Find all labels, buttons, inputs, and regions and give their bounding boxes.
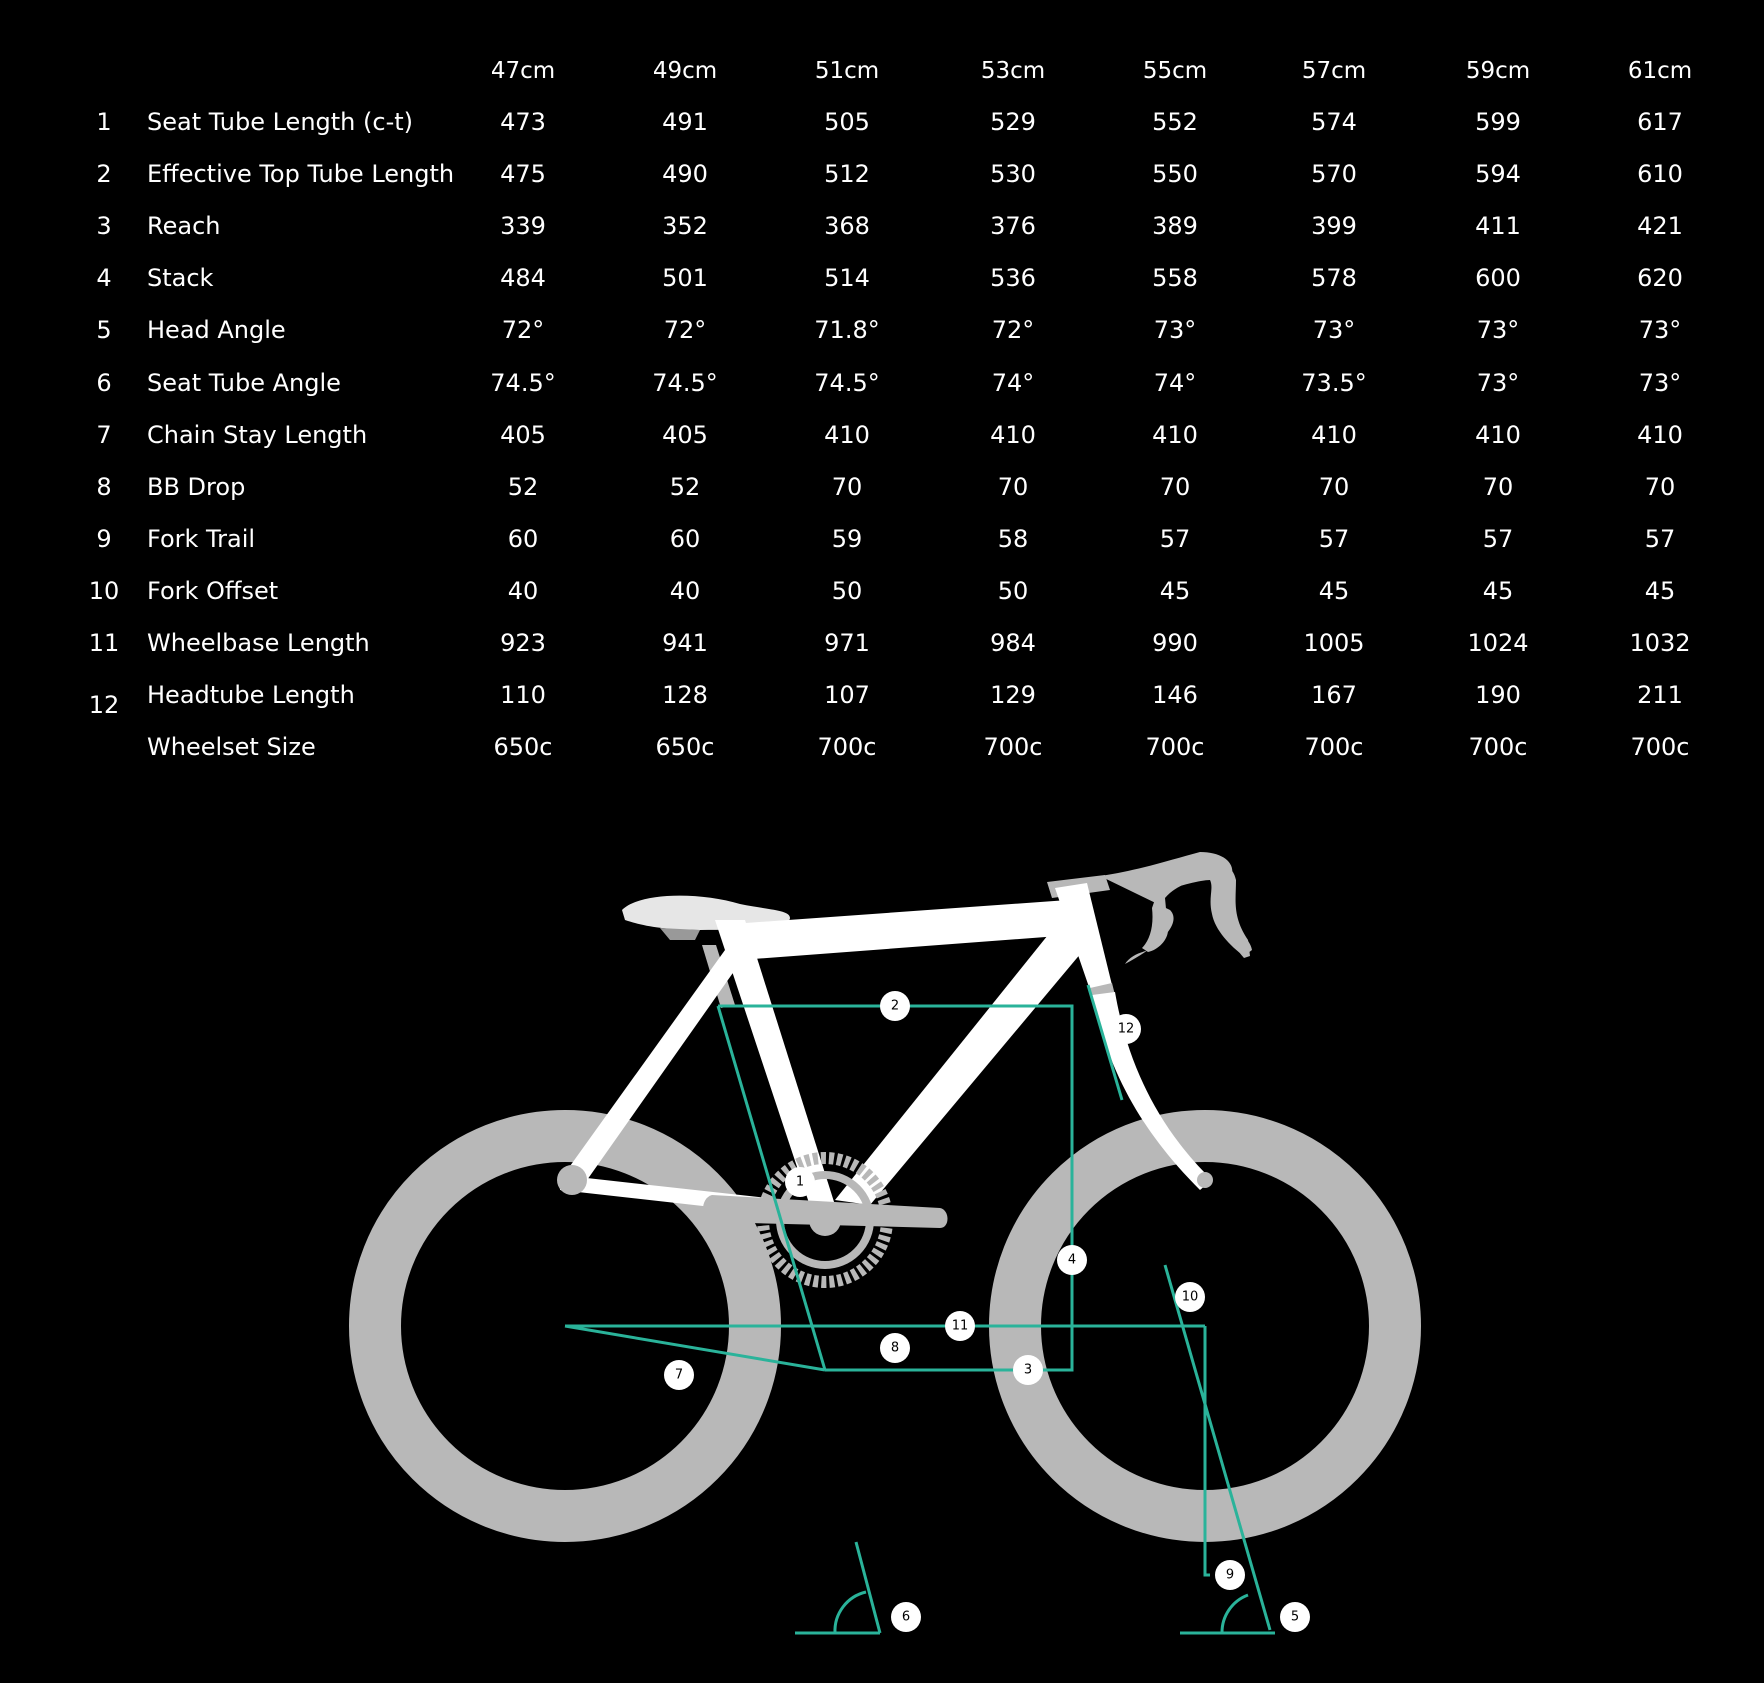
svg-text:5: 5 xyxy=(1290,1609,1300,1625)
row-number: 8 xyxy=(96,473,112,501)
table-cell: 971 xyxy=(824,629,870,657)
svg-text:4: 4 xyxy=(1067,1252,1077,1268)
table-cell: 45 xyxy=(1644,577,1676,605)
table-cell: 107 xyxy=(824,681,870,709)
table-cell: 501 xyxy=(662,264,708,292)
table-cell: 411 xyxy=(1475,212,1521,240)
table-cell: 923 xyxy=(500,629,546,657)
table-cell: 57 xyxy=(1318,525,1350,553)
size-header-51: 51cm xyxy=(814,58,880,84)
row-label: Reach xyxy=(147,212,221,240)
table-cell: 650c xyxy=(493,733,553,761)
table-cell: 40 xyxy=(507,577,539,605)
size-header-47: 47cm xyxy=(490,58,556,84)
table-cell: 70 xyxy=(831,473,863,501)
table-cell: 405 xyxy=(662,421,708,449)
row-label: Wheelset Size xyxy=(147,733,316,761)
table-cell: 505 xyxy=(824,108,870,136)
table-cell: 700c xyxy=(1468,733,1528,761)
table-cell: 50 xyxy=(997,577,1029,605)
row-number: 2 xyxy=(96,160,112,188)
row-label: Effective Top Tube Length xyxy=(147,160,455,188)
table-cell: 600 xyxy=(1475,264,1521,292)
bike-geometry-diagram xyxy=(0,780,1764,1679)
table-cell: 376 xyxy=(990,212,1036,240)
row-label: Seat Tube Angle xyxy=(147,369,341,397)
svg-text:2: 2 xyxy=(890,998,900,1014)
row-number: 12 xyxy=(88,691,120,719)
badge-8 xyxy=(880,1333,910,1363)
table-cell: 70 xyxy=(997,473,1029,501)
table-cell: 405 xyxy=(500,421,546,449)
row-number: 6 xyxy=(96,369,112,397)
size-header-49: 49cm xyxy=(652,58,718,84)
row-number: 9 xyxy=(96,525,112,553)
table-cell: 73° xyxy=(1312,316,1356,344)
table-cell: 50 xyxy=(831,577,863,605)
table-cell: 40 xyxy=(669,577,701,605)
badge-6 xyxy=(891,1602,921,1632)
table-cell: 70 xyxy=(1482,473,1514,501)
table-cell: 490 xyxy=(662,160,708,188)
table-cell: 74.5° xyxy=(814,369,880,397)
table-cell: 190 xyxy=(1475,681,1521,709)
table-cell: 59 xyxy=(831,525,863,553)
table-cell: 74.5° xyxy=(652,369,718,397)
table-cell: 984 xyxy=(990,629,1036,657)
table-cell: 700c xyxy=(817,733,877,761)
table-cell: 74.5° xyxy=(490,369,556,397)
table-cell: 52 xyxy=(507,473,539,501)
badge-4 xyxy=(1057,1245,1087,1275)
table-cell: 617 xyxy=(1637,108,1683,136)
row-label: Fork Trail xyxy=(147,525,256,553)
table-cell: 1032 xyxy=(1629,629,1691,657)
table-cell: 72° xyxy=(663,316,707,344)
table-cell: 473 xyxy=(500,108,546,136)
table-cell: 73° xyxy=(1476,316,1520,344)
table-cell: 73.5° xyxy=(1301,369,1367,397)
svg-text:1: 1 xyxy=(795,1174,805,1190)
row-label: Wheelbase Length xyxy=(147,629,370,657)
table-cell: 610 xyxy=(1637,160,1683,188)
geometry-table xyxy=(0,0,1764,780)
table-cell: 389 xyxy=(1152,212,1198,240)
svg-text:9: 9 xyxy=(1225,1567,1235,1583)
row-label: Headtube Length xyxy=(147,681,355,709)
table-cell: 700c xyxy=(1630,733,1690,761)
table-cell: 941 xyxy=(662,629,708,657)
saddle-rail xyxy=(660,928,700,940)
top-tube xyxy=(718,900,1072,960)
table-cell: 491 xyxy=(662,108,708,136)
table-cell: 74° xyxy=(991,369,1035,397)
badge-11 xyxy=(945,1311,975,1341)
row-number: 4 xyxy=(96,264,112,292)
table-cell: 550 xyxy=(1152,160,1198,188)
bike-diagram-svg xyxy=(0,780,1764,1679)
row-label: Fork Offset xyxy=(147,577,279,605)
size-header-61: 61cm xyxy=(1627,58,1693,84)
front-hub xyxy=(1197,1172,1213,1188)
size-header-53: 53cm xyxy=(980,58,1046,84)
table-cell: 1024 xyxy=(1467,629,1529,657)
table-cell: 421 xyxy=(1637,212,1683,240)
table-cell: 512 xyxy=(824,160,870,188)
table-cell: 700c xyxy=(983,733,1043,761)
table-cell: 410 xyxy=(1637,421,1683,449)
table-cell: 475 xyxy=(500,160,546,188)
seat-angle-arc xyxy=(835,1592,866,1633)
badge-2 xyxy=(880,991,910,1021)
table-cell: 58 xyxy=(997,525,1029,553)
table-cell: 410 xyxy=(1152,421,1198,449)
table-cell: 594 xyxy=(1475,160,1521,188)
table-cell: 60 xyxy=(669,525,701,553)
down-tube xyxy=(835,920,1092,1205)
table-cell: 530 xyxy=(990,160,1036,188)
chainstay-line xyxy=(565,1326,825,1370)
table-cell: 514 xyxy=(824,264,870,292)
svg-text:7: 7 xyxy=(674,1367,684,1383)
table-cell: 410 xyxy=(824,421,870,449)
table-cell: 650c xyxy=(655,733,715,761)
row-number: 5 xyxy=(96,316,112,344)
row-label: BB Drop xyxy=(147,473,246,501)
rear-derailleur xyxy=(557,1165,587,1195)
table-cell: 45 xyxy=(1318,577,1350,605)
table-cell: 552 xyxy=(1152,108,1198,136)
row-number: 7 xyxy=(96,421,112,449)
table-cell: 620 xyxy=(1637,264,1683,292)
table-cell: 70 xyxy=(1644,473,1676,501)
table-cell: 574 xyxy=(1311,108,1357,136)
row-number: 3 xyxy=(96,212,112,240)
table-cell: 128 xyxy=(662,681,708,709)
size-header-57: 57cm xyxy=(1301,58,1367,84)
badge-7 xyxy=(664,1360,694,1390)
svg-text:8: 8 xyxy=(890,1340,900,1356)
table-cell: 599 xyxy=(1475,108,1521,136)
table-cell: 700c xyxy=(1145,733,1205,761)
badge-5 xyxy=(1280,1602,1310,1632)
table-cell: 410 xyxy=(990,421,1036,449)
table-cell: 57 xyxy=(1644,525,1676,553)
table-cell: 578 xyxy=(1311,264,1357,292)
table-cell: 73° xyxy=(1638,316,1682,344)
table-cell: 72° xyxy=(501,316,545,344)
table-cell: 570 xyxy=(1311,160,1357,188)
table-cell: 57 xyxy=(1159,525,1191,553)
table-cell: 45 xyxy=(1482,577,1514,605)
table-cell: 70 xyxy=(1159,473,1191,501)
badge-3 xyxy=(1013,1355,1043,1385)
table-cell: 167 xyxy=(1311,681,1357,709)
row-label: Stack xyxy=(147,264,214,292)
table-cell: 73° xyxy=(1638,369,1682,397)
table-cell: 211 xyxy=(1637,681,1683,709)
table-cell: 352 xyxy=(662,212,708,240)
table-cell: 529 xyxy=(990,108,1036,136)
table-cell: 339 xyxy=(500,212,546,240)
row-label: Head Angle xyxy=(147,316,286,344)
table-cell: 146 xyxy=(1152,681,1198,709)
table-cell: 129 xyxy=(990,681,1036,709)
size-header-55: 55cm xyxy=(1142,58,1208,84)
table-cell: 1005 xyxy=(1303,629,1365,657)
table-cell: 52 xyxy=(669,473,701,501)
table-cell: 990 xyxy=(1152,629,1198,657)
size-header-59: 59cm xyxy=(1465,58,1531,84)
table-cell: 399 xyxy=(1311,212,1357,240)
seat-angle-line xyxy=(856,1542,880,1633)
table-cell: 368 xyxy=(824,212,870,240)
head-angle-arc xyxy=(1222,1595,1248,1633)
row-number: 10 xyxy=(88,577,120,605)
table-cell: 536 xyxy=(990,264,1036,292)
row-label: Seat Tube Length (c-t) xyxy=(147,108,414,136)
svg-text:11: 11 xyxy=(951,1318,969,1334)
svg-text:3: 3 xyxy=(1023,1362,1033,1378)
table-cell: 74° xyxy=(1153,369,1197,397)
svg-text:6: 6 xyxy=(901,1609,911,1625)
table-cell: 484 xyxy=(500,264,546,292)
table-cell: 57 xyxy=(1482,525,1514,553)
table-cell: 73° xyxy=(1153,316,1197,344)
row-number: 11 xyxy=(88,629,120,657)
table-cell: 700c xyxy=(1304,733,1364,761)
table-cell: 72° xyxy=(991,316,1035,344)
table-cell: 71.8° xyxy=(814,316,880,344)
table-cell: 558 xyxy=(1152,264,1198,292)
badge-1 xyxy=(785,1167,815,1197)
table-cell: 410 xyxy=(1475,421,1521,449)
table-cell: 410 xyxy=(1311,421,1357,449)
table-cell: 45 xyxy=(1159,577,1191,605)
table-cell: 110 xyxy=(500,681,546,709)
svg-text:12: 12 xyxy=(1117,1021,1135,1037)
row-number: 1 xyxy=(96,108,112,136)
row-label: Chain Stay Length xyxy=(147,421,368,449)
table-cell: 73° xyxy=(1476,369,1520,397)
badge-12 xyxy=(1111,1014,1141,1044)
table-cell: 60 xyxy=(507,525,539,553)
badge-9 xyxy=(1215,1560,1245,1590)
table-cell: 70 xyxy=(1318,473,1350,501)
svg-text:10: 10 xyxy=(1181,1289,1199,1305)
badge-10 xyxy=(1175,1282,1205,1312)
